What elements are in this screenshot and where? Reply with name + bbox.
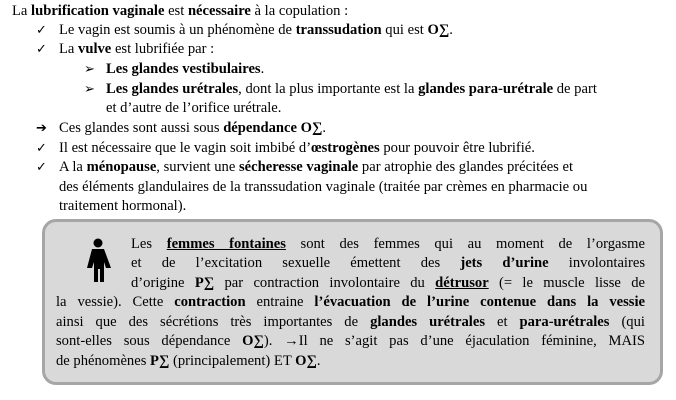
right-arrow-icon: → [284,333,299,349]
intro-line [12,2,348,21]
text: entraine [245,294,315,310]
text: Il ne s’agit pas d’une éjaculation féminine, MAIS [298,333,645,349]
text: . [322,120,327,136]
text: pour pouvoir être lubrifié. [379,140,535,156]
check-icon: ✓ [36,42,47,57]
bold-term: O∑ [295,353,317,369]
text: à la copulation : [250,3,349,19]
bullet-item-oestrogenes [59,139,535,158]
bold-term: lubrification vaginale [31,3,165,19]
woman-icon [83,238,113,282]
text: (= le muscle lisse de [488,275,645,291]
bold-term: nécessaire [187,3,251,19]
callout-box [42,219,663,385]
bold-term: P∑ [194,275,215,291]
arrow-bullet-icon: ➢ [84,62,95,77]
text: . [260,61,265,77]
text: ainsi que des sécrétions très importantes de [56,314,371,330]
text: Il est nécessaire que le vagin soit imbibé d’ [59,140,312,156]
bold-term: transsudation [295,22,382,38]
text: qui est [381,22,428,38]
bold-term: glandes para-urétrale [418,81,554,97]
callout-line-4 [56,293,645,313]
text: Le vagin est soumis à un phénomène de [59,22,296,38]
text: la vessie). Cette [56,294,175,310]
text: et [485,314,520,330]
text: sont des femmes qui au moment de l’orgasme [285,236,645,252]
check-icon: ✓ [36,160,47,175]
arrow-bullet-icon: ➢ [84,82,95,97]
bullet-item-vulve [59,40,214,59]
text: Les [131,236,167,252]
right-arrow-icon: ➔ [36,121,47,136]
text: involontaires [548,255,645,271]
text: d’origine [131,275,195,291]
text: est [164,3,188,19]
bold-term: l’évacuation de l’urine contenue dans la vessie [314,294,646,310]
sub-item-uretrales-cont: et d’autre de l’orifice urétrale. [106,100,282,116]
callout-line-7 [56,352,321,372]
bold-term: O∑ [427,22,450,38]
text: de part [553,81,597,97]
bold-term: œstrogènes [311,140,380,156]
text: par contraction involontaire du [214,275,436,291]
text: ). [263,333,285,349]
bold-term: contraction [174,294,246,310]
text: par atrophie des glandes précitées et [358,159,574,175]
bullet-item-menopause [59,158,573,177]
text: (principalement) ET [169,353,296,369]
callout-line-6 [56,332,645,352]
text: (qui [609,314,645,330]
text: A la [59,159,87,175]
callout-line-5 [56,313,645,333]
bold-term: P∑ [150,353,170,369]
bullet-item-transsudation [59,21,453,40]
bold-term: sécheresse vaginale [238,159,359,175]
text: La [12,3,32,19]
text: . [316,353,321,369]
bullet-item-menopause-line2: des éléments glandulaires de la transsudation vaginale (traitée par crèmes en pharmacie ou [59,179,588,195]
bold-term: ménopause [86,159,157,175]
bold-term: glandes urétrales [370,314,485,330]
text: sont-elles sous dépendance [56,333,243,349]
text: est lubrifiée par : [111,41,215,57]
text: , dont la plus importante est la [238,81,419,97]
bold-term: O∑ [242,333,264,349]
callout-line-3 [131,274,645,294]
bold-term: Les glandes vestibulaires [106,61,261,77]
bold-term: Les glandes urétrales [106,81,239,97]
text: , survient une [156,159,239,175]
callout-line-1 [131,235,645,255]
bold-term: dépendance O∑ [223,120,323,136]
arrow-item-dependance [59,119,326,138]
check-icon: ✓ [36,141,47,156]
text: La [59,41,79,57]
bullet-item-menopause-line3: traitement hormonal). [59,198,187,214]
text: et de l’excitation sexuelle émettent des [131,255,461,271]
text: Ces glandes sont aussi sous [59,120,224,136]
bold-term: para-urétrales [519,314,610,330]
bold-underlined-term: femmes fontaines [166,236,286,252]
callout-line-2 [131,254,645,274]
bold-term: vulve [78,41,112,57]
text: de phénomènes [56,353,151,369]
text: . [449,22,453,38]
sub-item-uretrales [106,80,597,99]
bold-term: jets d’urine [460,255,549,271]
sub-item-vestibulaires [106,60,264,79]
check-icon: ✓ [36,23,47,38]
bold-underlined-term: détrusor [435,275,489,291]
